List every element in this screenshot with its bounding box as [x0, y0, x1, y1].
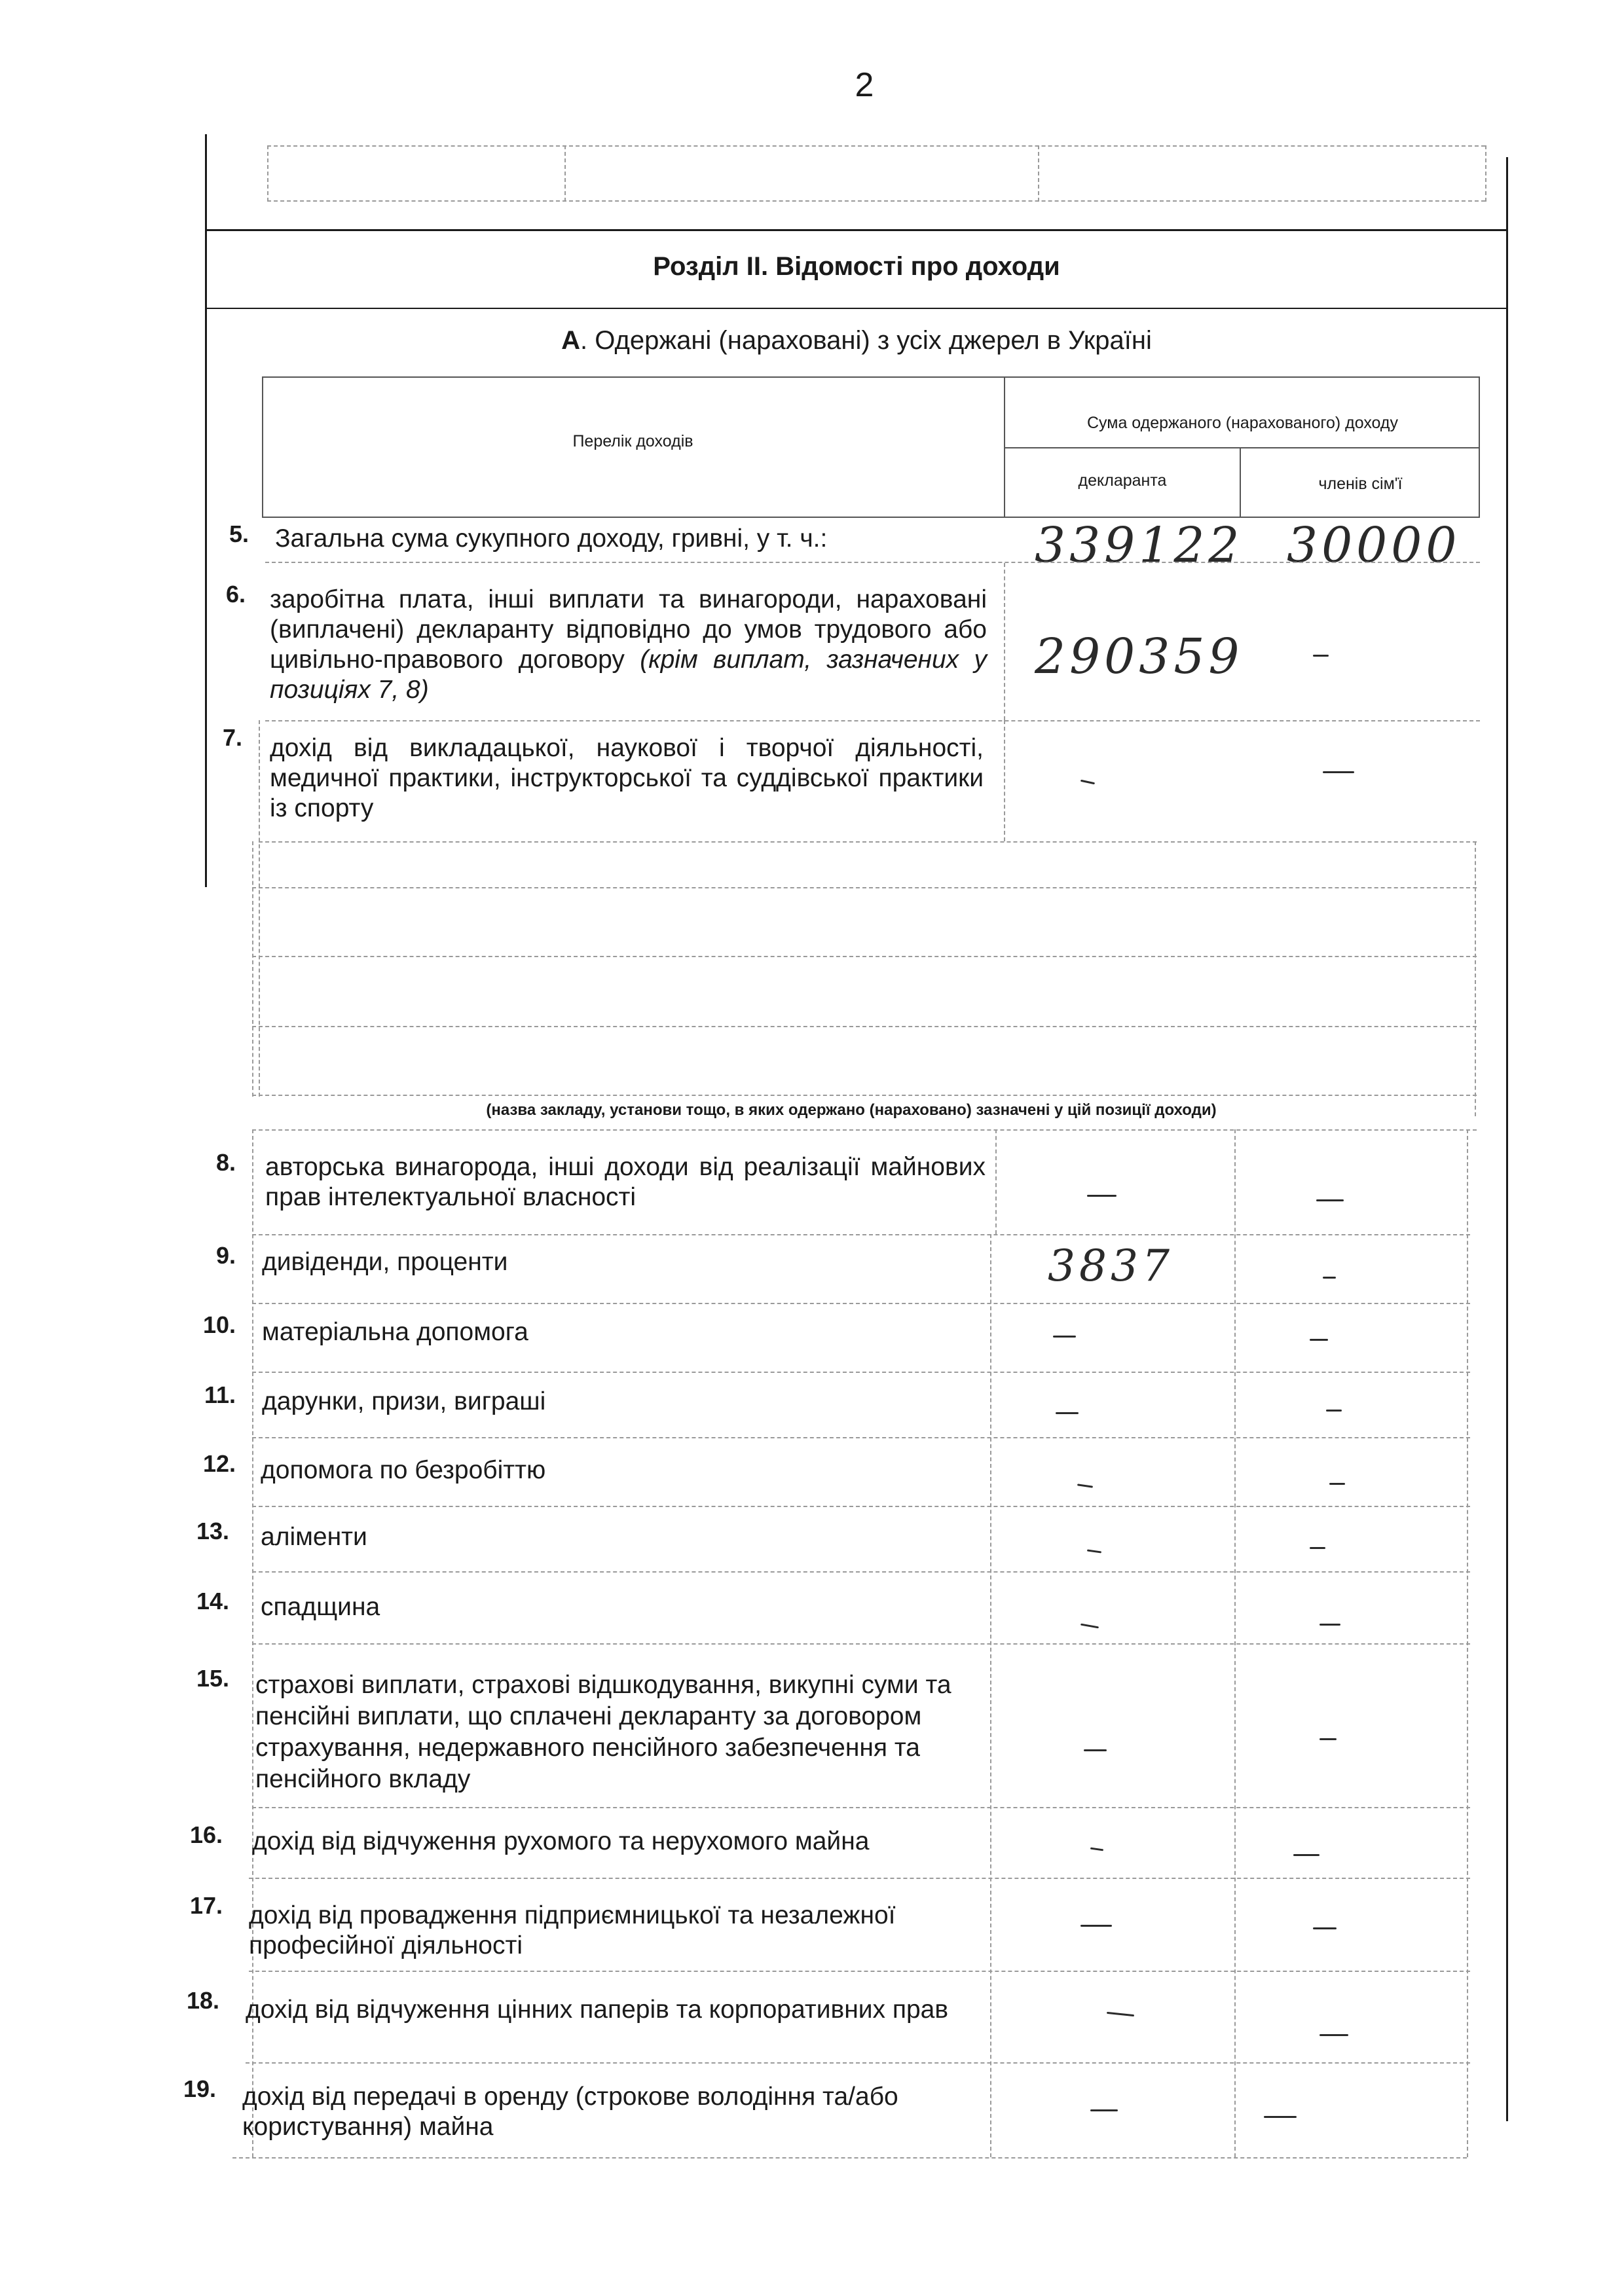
row-17-declarant-dash — [1080, 1925, 1112, 1927]
row-6-label — [270, 585, 987, 705]
header-divider-h — [1004, 447, 1480, 448]
header-list-label: Перелік доходів — [572, 432, 693, 450]
row-10-number: 10. — [202, 1311, 236, 1338]
row-9-label: дивіденди, проценти — [262, 1248, 508, 1276]
prev-table-v1 — [267, 145, 268, 202]
row-9-family-dash — [1323, 1277, 1336, 1279]
row-6-text-italic: (крім виплат, зазначених у позиціях 7, 8) — [270, 646, 987, 704]
row-15-label: страхові виплати, страхові відшкодування, викупні суми та пенсійні виплати, що сплачені декларанту за договором страхування, недержавного пенсійного забезпечення та пенсійного вкладу — [255, 1671, 951, 1793]
prev-table-v3 — [1038, 145, 1039, 202]
row-7-number: 7. — [222, 724, 242, 751]
row-8-family-dash — [1316, 1199, 1344, 1201]
row-11-family-dash — [1326, 1410, 1342, 1412]
row-16-label: дохід від відчуження рухомого та нерухомого майна — [252, 1827, 870, 1855]
row-15-family-dash — [1320, 1738, 1337, 1740]
row-14-number: 14. — [196, 1588, 229, 1614]
prev-table-top — [267, 145, 1485, 147]
header-family-label: членів сім'ї — [1318, 475, 1403, 493]
row-19-label: дохід від передачі в оренду (строкове володіння та/або користування) майна — [242, 2083, 898, 2141]
row-18-declarant-dash — [1107, 2012, 1134, 2016]
prev-table-v2 — [564, 145, 566, 202]
row-10-label: матеріальна допомога — [262, 1318, 528, 1346]
row-17-bottom — [249, 1971, 1470, 1972]
row-8-label: авторська винагорода, інші доходи від реалізації майнових прав інтелектуальної власності — [265, 1153, 986, 1211]
row-6-declarant-value: 290359 — [1035, 629, 1244, 685]
header-declarant-label: декларанта — [1078, 471, 1167, 490]
row-15-number: 15. — [196, 1665, 229, 1692]
row-10-family-dash — [1310, 1339, 1328, 1341]
row-5-declarant-value: 339122 — [1035, 517, 1244, 574]
section-title-bottom-border — [205, 308, 1508, 309]
row-6-col-divider — [1004, 563, 1005, 720]
row-5-number: 5. — [229, 520, 249, 547]
row-16-family-dash — [1293, 1854, 1320, 1856]
institution-caption-bottom — [252, 1129, 1477, 1131]
row-17-family-dash — [1313, 1927, 1337, 1929]
row-14-family-dash — [1320, 1624, 1340, 1626]
row-12-label: допомога по безробіттю — [261, 1456, 546, 1484]
row-16-number: 16. — [189, 1821, 223, 1848]
row-7-declarant-dash — [1080, 780, 1095, 785]
row-5-bottom — [265, 562, 1480, 563]
row-9-number: 9. — [215, 1242, 236, 1269]
institution-line-1 — [252, 887, 1477, 888]
section-top-border — [205, 229, 1508, 231]
row-17-label: дохід від провадження підприємницької та незалежної професійної діяльності — [249, 1901, 896, 1959]
row-10-bottom — [252, 1372, 1470, 1373]
row-10-declarant-dash — [1053, 1336, 1076, 1338]
row-14-label: спадщина — [261, 1593, 380, 1621]
row-17-number: 17. — [189, 1892, 223, 1919]
row-12-family-dash — [1329, 1483, 1345, 1485]
row-6-bottom — [265, 720, 1480, 721]
row-12-bottom — [252, 1506, 1470, 1507]
row-16-bottom — [249, 1878, 1470, 1879]
row-18-number: 18. — [186, 1987, 219, 2014]
header-sum-label: Сума одержаного (нарахованого) доходу — [1086, 414, 1398, 432]
row-6-text: заробітна плата, інші виплати та винагороди, нараховані (виплачені) декларанту відповідно до умов трудового або цивільно-правового договору — [270, 585, 987, 674]
row-19-family-dash — [1264, 2116, 1297, 2118]
row-7-bottom — [259, 841, 1477, 843]
row-8-declarant-dash — [1087, 1195, 1116, 1197]
subtitle-letter: А — [561, 326, 581, 355]
row-7-family-dash — [1323, 771, 1354, 773]
page-number: 2 — [855, 66, 874, 104]
row-14-declarant-dash — [1080, 1624, 1099, 1629]
institution-line-3 — [252, 1026, 1477, 1027]
row-15-declarant-dash — [1084, 1749, 1107, 1751]
row-7-left-divider — [259, 720, 260, 1097]
institution-left-border — [252, 841, 253, 1097]
row-11-declarant-dash — [1056, 1412, 1079, 1414]
row-12-declarant-dash — [1077, 1484, 1093, 1487]
row-8-number: 8. — [215, 1149, 236, 1176]
row-5-family-value: 30000 — [1287, 517, 1461, 574]
prev-table-v4 — [1485, 145, 1486, 202]
row-19-number: 19. — [183, 2075, 216, 2102]
institution-line-4 — [252, 1095, 1477, 1096]
row-13-family-dash — [1310, 1547, 1325, 1549]
frame-left — [205, 134, 207, 887]
row-8-bottom — [252, 1234, 1470, 1235]
row-18-family-dash — [1320, 2034, 1348, 2036]
row-7-label: дохід від викладацької, наукової і творчої діяльності, медичної практики, інструкторської та суддівської практики із спорту — [270, 734, 984, 822]
row-18-label: дохід від відчуження цінних паперів та корпоративних прав — [246, 1995, 949, 2024]
row-12-number: 12. — [202, 1450, 236, 1477]
row-19-declarant-dash — [1090, 2109, 1118, 2111]
section-subtitle — [205, 326, 1508, 355]
row-18-bottom — [246, 2062, 1470, 2064]
institution-right-border — [1475, 841, 1476, 1116]
row-9-declarant-value: 3837 — [1048, 1241, 1173, 1291]
row-13-label: аліменти — [261, 1523, 367, 1551]
row-5-label: Загальна сума сукупного доходу, гривні, у т. ч.: — [275, 524, 828, 553]
row-9-bottom — [252, 1303, 1470, 1304]
section-title: Розділ II. Відомості про доходи — [653, 252, 1060, 281]
institution-line-2 — [252, 956, 1477, 957]
row-7-col-divider — [1004, 720, 1005, 841]
row-13-number: 13. — [196, 1518, 229, 1544]
row-19-bottom — [232, 2157, 1467, 2159]
row-6-family-dash — [1313, 655, 1329, 657]
row-14-bottom — [252, 1643, 1470, 1645]
subtitle-text: . Одержані (нараховані) з усіх джерел в Україні — [580, 326, 1152, 355]
rows-col-divider-a — [995, 1129, 997, 1234]
row-13-declarant-dash — [1087, 1549, 1101, 1553]
row-11-bottom — [252, 1437, 1470, 1438]
row-11-number: 11. — [204, 1381, 236, 1408]
row-11-label: дарунки, призи, виграші — [262, 1387, 546, 1415]
frame-right — [1506, 157, 1508, 2121]
prev-table-bottom — [267, 200, 1485, 202]
row-6-number: 6. — [225, 581, 246, 608]
row-16-declarant-dash — [1090, 1848, 1103, 1851]
institution-caption: (назва закладу, установи тощо, в яких одержано (нараховано) зазначені у цій позиції доходи) — [486, 1101, 1217, 1119]
row-13-bottom — [252, 1571, 1470, 1573]
row-15-bottom — [252, 1807, 1470, 1808]
